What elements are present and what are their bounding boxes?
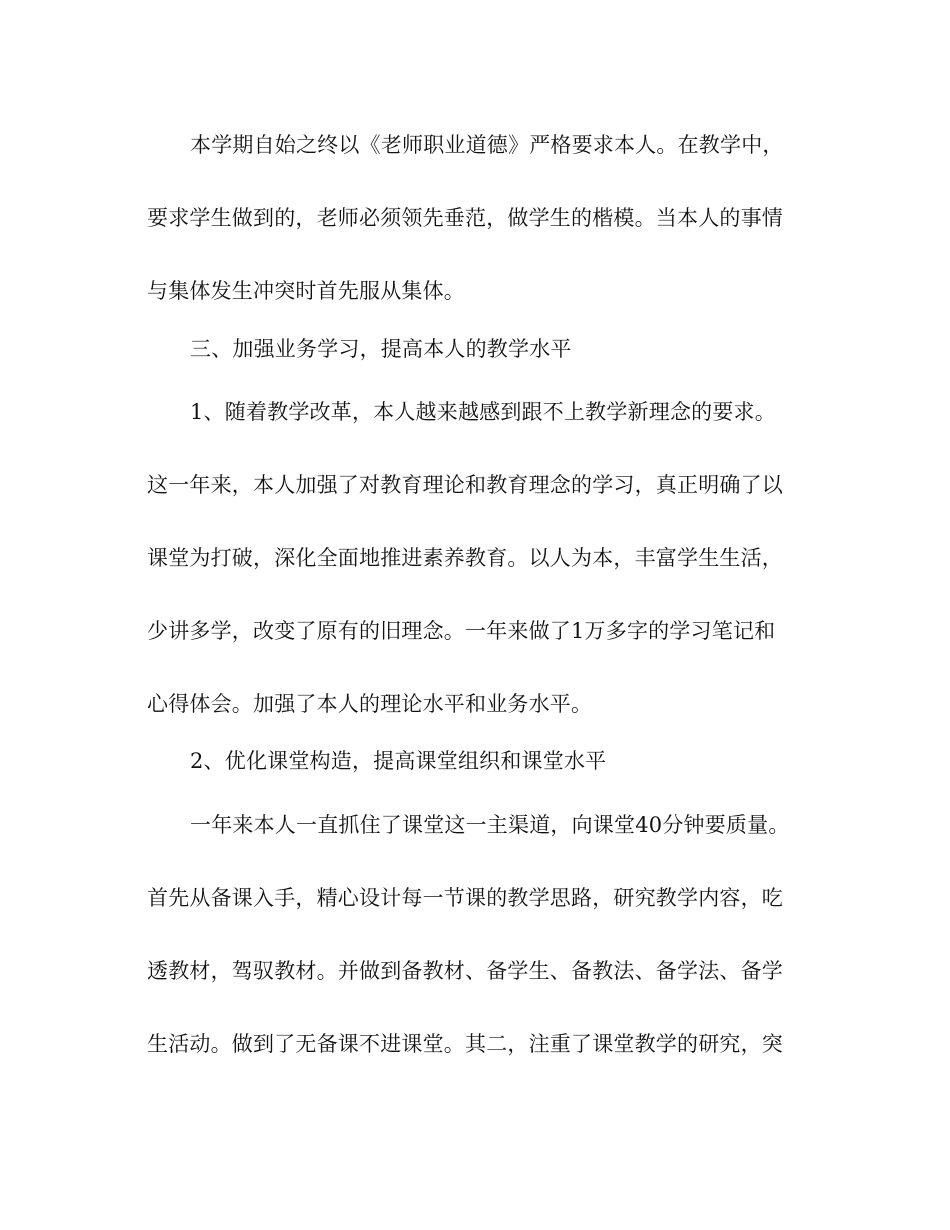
paragraph-line: 与集体发生冲突时首先服从集体。	[147, 279, 465, 303]
subsection-heading: 2、优化课堂构造，提高课堂组织和课堂水平	[190, 749, 607, 773]
paragraph-line: 要求学生做到的，老师必须领先垂范，做学生的楷模。当本人的事情	[147, 206, 783, 230]
section-heading: 三、加强业务学习，提高本人的教学水平	[190, 337, 572, 361]
paragraph-line: 心得体会。加强了本人的理论水平和业务水平。	[147, 692, 593, 716]
paragraph-line: 1、随着教学改革，本人越来越感到跟不上教学新理念的要求。	[190, 400, 776, 424]
paragraph-line: 一年来本人一直抓住了课堂这一主渠道，向课堂40分钟要质量。	[190, 813, 790, 837]
paragraph-line: 这一年来，本人加强了对教育理论和教育理念的学习，真正明确了以	[147, 473, 783, 497]
paragraph-line: 生活动。做到了无备课不进课堂。其二，注重了课堂教学的研究，突	[147, 1032, 783, 1056]
paragraph-line: 透教材，驾驭教材。并做到备教材、备学生、备教法、备学法、备学	[147, 959, 783, 983]
paragraph-line: 课堂为打破，深化全面地推进素养教育。以人为本，丰富学生生活，	[147, 546, 783, 570]
paragraph-line: 本学期自始之终以《老师职业道德》严格要求本人。在教学中，	[190, 133, 784, 157]
paragraph-line: 首先从备课入手，精心设计每一节课的教学思路，研究教学内容，吃	[147, 886, 783, 910]
paragraph-line: 少讲多学，改变了原有的旧理念。一年来做了1万多字的学习笔记和	[147, 619, 776, 643]
